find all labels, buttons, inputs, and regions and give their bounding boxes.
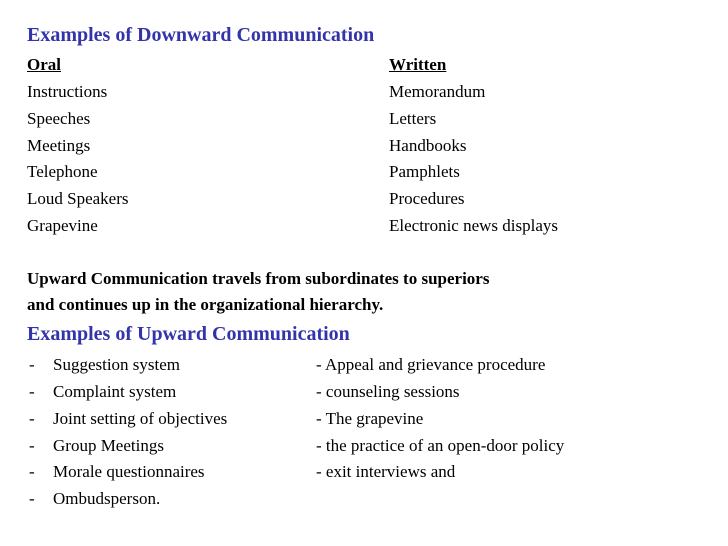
written-item: Handbooks [389, 136, 467, 155]
oral-item: Meetings [27, 136, 91, 155]
oral-item: Loud Speakers [27, 189, 129, 208]
written-item: Procedures [389, 189, 465, 208]
written-item: Memorandum [389, 82, 486, 101]
upward-left-item: Joint setting of objectives [53, 409, 228, 428]
written-header: Written [389, 55, 447, 74]
bullet-dash: - [29, 355, 35, 374]
oral-item: Grapevine [27, 216, 98, 235]
oral-item: Instructions [27, 82, 108, 101]
upward-paragraph-line2: and continues up in the organizational hierarchy. [27, 295, 384, 314]
written-item: Letters [389, 109, 437, 128]
upward-left-item: Suggestion system [53, 355, 181, 374]
bullet-dash: - [29, 462, 35, 481]
upward-left-item: Group Meetings [53, 436, 164, 455]
bullet-dash: - [29, 409, 35, 428]
upward-right-item: - the practice of an open-door policy [316, 436, 565, 455]
oral-item: Speeches [27, 109, 91, 128]
upward-right-item: - counseling sessions [316, 382, 460, 401]
upward-left-item: Ombudsperson. [53, 489, 161, 508]
upward-left-item: Morale questionnaires [53, 462, 205, 481]
upward-left-item: Complaint system [53, 382, 177, 401]
upward-right-item: - The grapevine [316, 409, 424, 428]
upward-title: Examples of Upward Communication [27, 323, 350, 345]
bullet-dash: - [29, 382, 35, 401]
written-item: Electronic news displays [389, 216, 559, 235]
downward-title: Examples of Downward Communication [27, 24, 375, 46]
bullet-dash: - [29, 436, 35, 455]
upward-paragraph-line1: Upward Communication travels from subordinates to superiors [27, 269, 490, 288]
oral-header: Oral [27, 55, 61, 74]
upward-right-item: - exit interviews and [316, 462, 456, 481]
bullet-dash: - [29, 489, 35, 508]
oral-item: Telephone [27, 162, 98, 181]
upward-right-item: - Appeal and grievance procedure [316, 355, 546, 374]
written-item: Pamphlets [389, 162, 460, 181]
